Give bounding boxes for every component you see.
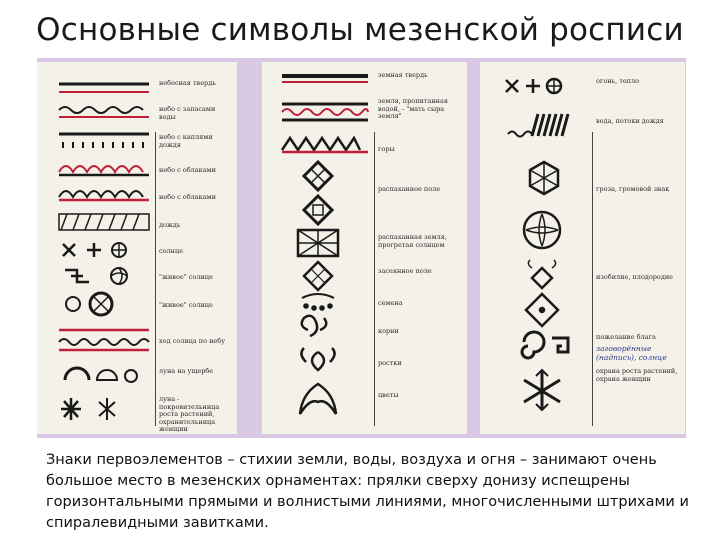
label-earth-6: засеянное поле	[378, 267, 432, 275]
label-sky-2: небо с запасами воды	[159, 105, 216, 121]
label-fire-1: огонь, тепло	[596, 77, 640, 85]
label-sky-10: ход солнца по небу	[159, 337, 226, 345]
label-earth-2: земля, пропитанная водой, - "мать сыра земля"	[378, 97, 448, 120]
label-fire-5: пожелание блага	[596, 333, 656, 341]
label-earth-3: горы	[378, 145, 395, 153]
label-sky-7: солнце	[159, 247, 184, 255]
label-sky-6: дождь	[159, 221, 181, 229]
label-fire-3: гроза, громовой знак	[596, 185, 670, 193]
label-sky-9: "живое" солнце	[159, 301, 213, 309]
label-sky-3: небо с каплями дождя	[159, 133, 213, 149]
label-sky-5: небо с облаками	[159, 193, 216, 201]
label-sky-8: "живое" солнце	[159, 273, 213, 281]
symbols-card-fire	[480, 62, 685, 434]
label-earth-10: цветы	[378, 391, 399, 399]
label-earth-4: распаханное поле	[378, 185, 441, 193]
symbols-card-sky	[37, 62, 237, 434]
symbols-card-earth	[262, 62, 467, 434]
label-sky-12: луна - покровительница роста растений, охранительница женщин	[159, 395, 220, 433]
label-earth-7: семена	[378, 299, 403, 307]
handwritten-note: заговорённые (надпись), солнце	[596, 344, 667, 362]
label-fire-2: вода, потоки дождя	[596, 117, 664, 125]
label-earth-1: земная твердь	[378, 71, 428, 79]
label-earth-5: распаханная земля, прогретая солнцем	[378, 233, 447, 249]
label-sky-11: луна на ущербе	[159, 367, 214, 375]
description-caption: Знаки первоэлементов – стихии земли, воды, воздуха и огня – занимают очень большое место в мезенских орнаментах: прялки сверху донизу испещрены горизонтальными прямыми и волнистыми линиями, многочисленными штрихами и спиралевидными завитками.	[46, 452, 689, 531]
label-fire-4: изобилие, плодородие	[596, 273, 674, 281]
page-title: Основные символы мезенской росписи	[36, 12, 684, 48]
label-sky-1: небесная твердь	[159, 79, 216, 87]
label-sky-4: небо с облаками	[159, 166, 216, 174]
label-fire-6: охрана роста растений, охрана женщин	[596, 367, 678, 383]
label-earth-9: ростки	[378, 359, 402, 367]
label-earth-8: корни	[378, 327, 399, 335]
